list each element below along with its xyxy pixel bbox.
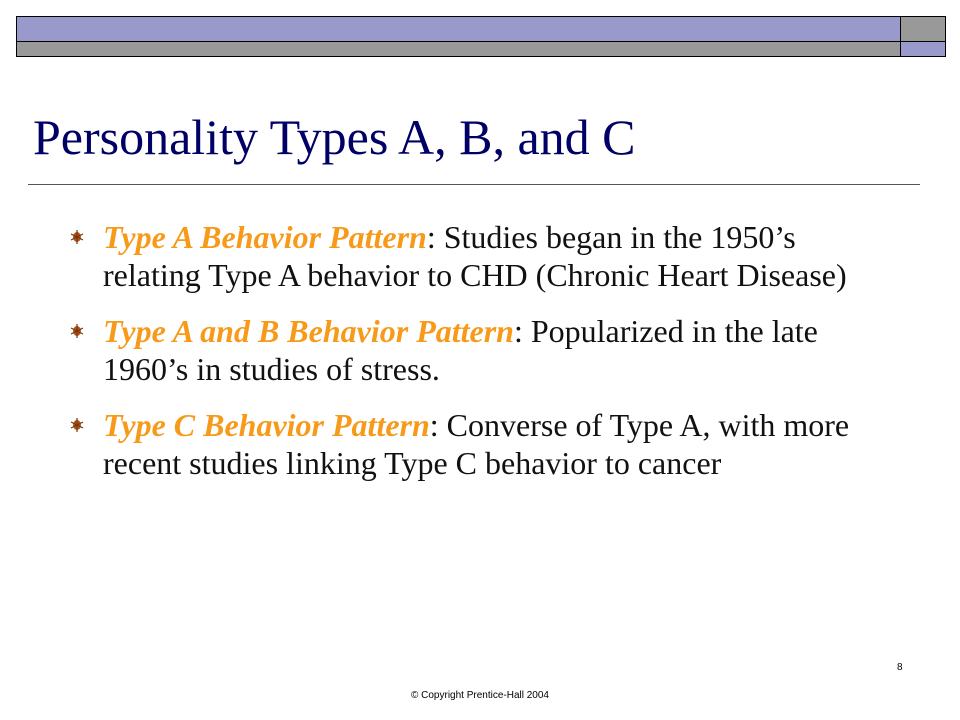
bullet-term: Type A and B Behavior Pattern <box>103 313 514 349</box>
bullet-text: : Popularized in the late 1960’s in studies of stress. <box>103 313 818 387</box>
bullet-item <box>70 312 880 388</box>
bullet-list <box>70 218 880 500</box>
slide-title: Personality Types A, B, and C <box>33 109 636 165</box>
bug-bullet-icon <box>70 324 84 338</box>
banner-top-cell <box>900 16 946 42</box>
title-divider <box>28 184 920 185</box>
bullet-item <box>70 406 880 482</box>
page-number: 8 <box>897 662 903 673</box>
bullet-term: Type A Behavior Pattern <box>103 219 427 255</box>
banner-bottom-cell <box>900 41 946 57</box>
banner-bottom-bar <box>16 41 901 57</box>
bug-bullet-icon <box>70 230 84 244</box>
bullet-text: : Studies began in the 1950’s relating Type A behavior to CHD (Chronic Heart Disease) <box>103 219 847 293</box>
bullet-term: Type C Behavior Pattern <box>103 407 430 443</box>
banner-top-bar <box>16 16 901 42</box>
bullet-text: : Converse of Type A, with more recent studies linking Type C behavior to cancer <box>103 407 850 481</box>
bug-bullet-icon <box>70 418 84 432</box>
copyright: © Copyright Prentice-Hall 2004 <box>411 690 549 701</box>
bullet-item <box>70 218 880 294</box>
